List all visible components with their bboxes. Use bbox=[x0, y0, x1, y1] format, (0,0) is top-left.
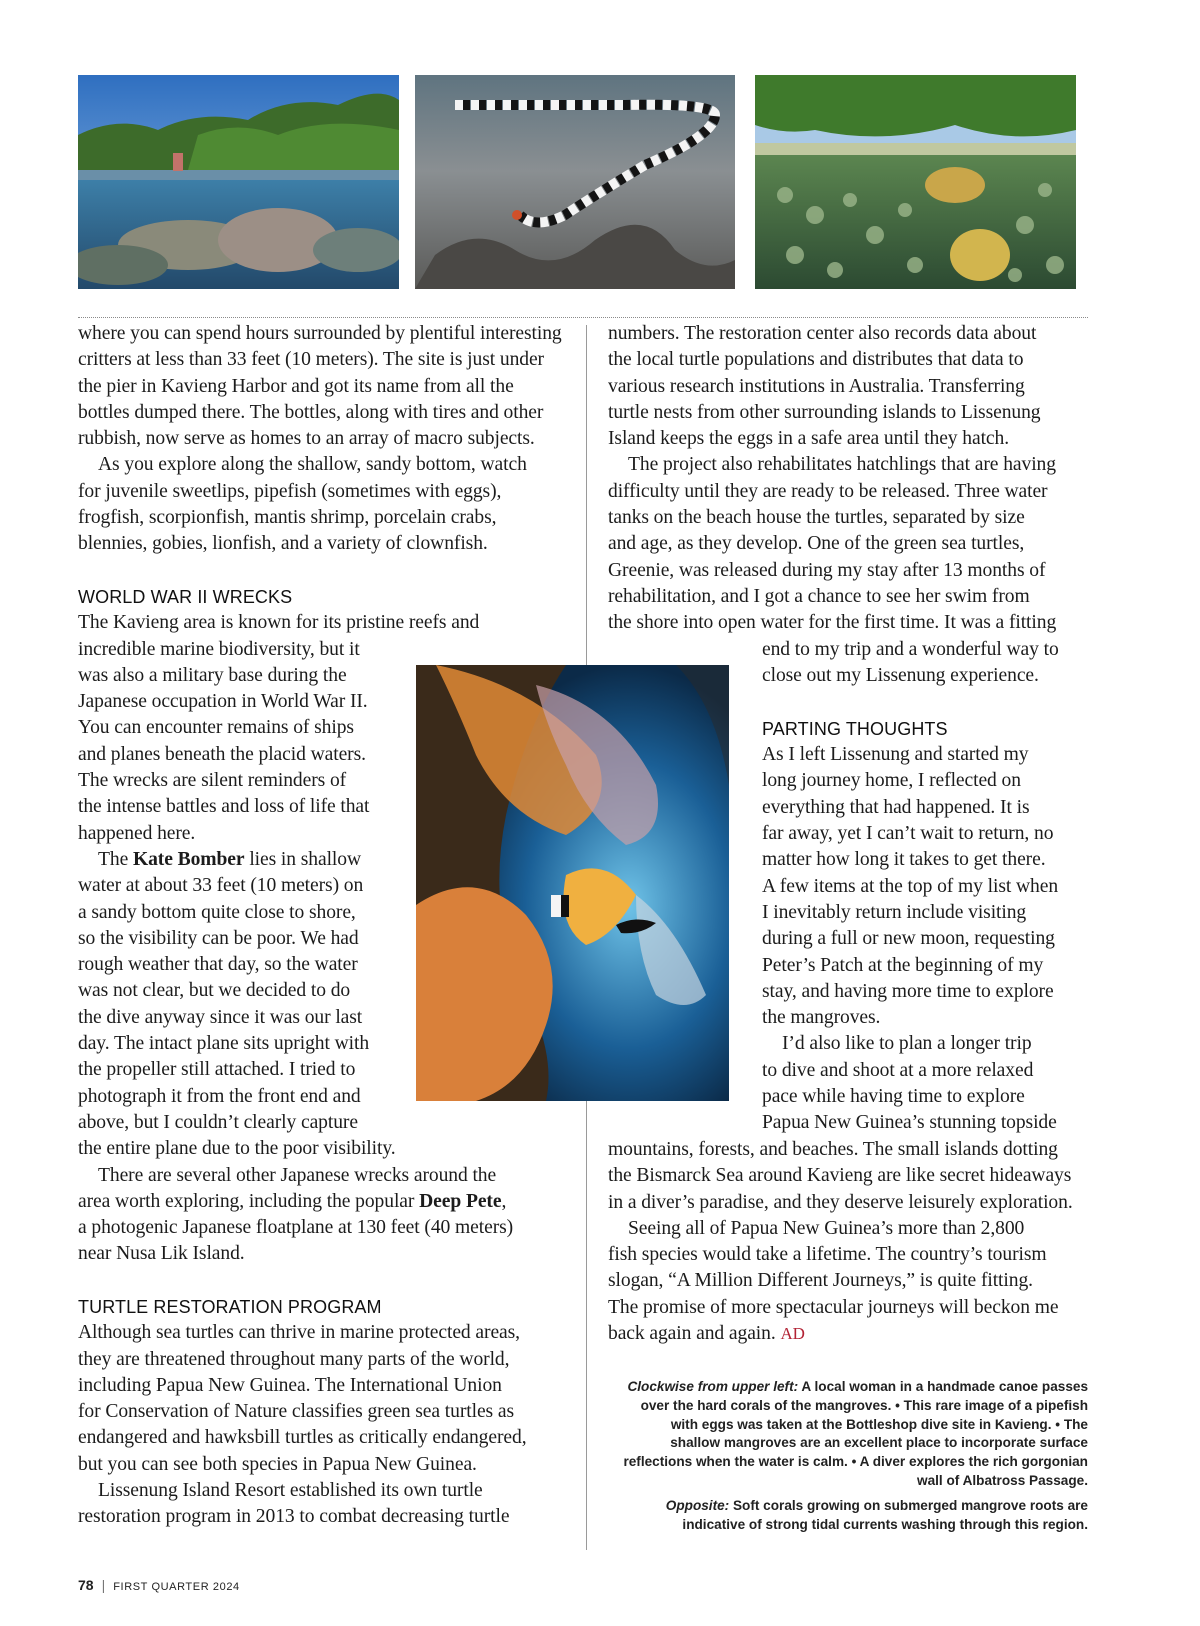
text-line: Greenie, was released during my stay after 13 months of bbox=[608, 559, 1046, 581]
text-line: The wrecks are silent reminders of bbox=[78, 770, 347, 792]
issue-label: FIRST QUARTER 2024 bbox=[113, 1581, 240, 1593]
kate-bomber-name: Kate Bomber bbox=[132, 848, 245, 870]
heading-parting-thoughts: PARTING THOUGHTS bbox=[762, 718, 948, 739]
text-line: including Papua New Guinea. The International Union bbox=[78, 1374, 502, 1396]
text-line: There are several other Japanese wrecks around the bbox=[98, 1164, 497, 1186]
text-line: I’d also like to plan a longer trip bbox=[782, 1033, 1032, 1055]
text-line: The Kate Bomber lies in shallow bbox=[98, 848, 362, 870]
text-line: above, but I couldn’t clearly capture bbox=[78, 1111, 358, 1133]
left-column bbox=[78, 321, 578, 1531]
text-line: stay, and having more time to explore bbox=[762, 980, 1054, 1002]
text-line: the dive anyway since it was our last bbox=[78, 1006, 363, 1028]
text-line: where you can spend hours surrounded by plentiful interesting bbox=[78, 323, 562, 344]
text-line: turtle nests from other surrounding islands to Lissenung bbox=[608, 401, 1041, 423]
text-line: everything that had happened. It is bbox=[762, 796, 1030, 818]
text-line: in a diver’s paradise, and they deserve leisurely exploration. bbox=[608, 1191, 1073, 1213]
text-line: far away, yet I can’t wait to return, no bbox=[762, 823, 1054, 845]
paragraph-kate-bomber bbox=[78, 847, 578, 1163]
paragraph-longer-trip bbox=[762, 1031, 1092, 1136]
paragraph-sea-turtles bbox=[78, 1320, 578, 1478]
text-line: the propeller still attached. I tried to bbox=[78, 1059, 356, 1081]
page-number: 78 bbox=[78, 1577, 94, 1593]
text-line: and age, as they develop. One of the green sea turtles, bbox=[608, 533, 1025, 555]
paragraph-deep-pete bbox=[78, 1163, 578, 1268]
text-line: back again and again. AD bbox=[608, 1323, 805, 1345]
text-line: bottles dumped there. The bottles, along with tires and other bbox=[78, 401, 544, 423]
text-line: area worth exploring, including the popular Deep Pete, bbox=[78, 1190, 507, 1212]
text-line: during a full or new moon, requesting bbox=[762, 928, 1055, 950]
text-line: difficulty until they are ready to be released. Three water bbox=[608, 480, 1048, 502]
text-line: rough weather that day, so the water bbox=[78, 954, 358, 976]
footer-separator: | bbox=[101, 1577, 106, 1593]
text-line: for juvenile sweetlips, pipefish (sometimes with eggs), bbox=[78, 480, 502, 502]
text-line: incredible marine biodiversity, but it bbox=[78, 638, 360, 660]
heading-turtle-restoration: TURTLE RESTORATION PROGRAM bbox=[78, 1296, 382, 1317]
text-line: Japanese occupation in World War II. bbox=[78, 691, 368, 713]
text-line: various research institutions in Australia. Transferring bbox=[608, 375, 1025, 397]
text-line: the shore into open water for the first time. It was a fitting bbox=[608, 612, 1057, 634]
text-line: water at about 33 feet (10 meters) on bbox=[78, 875, 364, 897]
text-line: photograph it from the front end and bbox=[78, 1085, 361, 1107]
text-line: the local turtle populations and distributes that data to bbox=[608, 349, 1024, 371]
text-line: mountains, forests, and beaches. The small islands dotting bbox=[608, 1139, 1058, 1160]
caption-clockwise bbox=[618, 1378, 1088, 1491]
paragraph-turtle-data bbox=[608, 321, 1088, 452]
paragraph-parting bbox=[762, 742, 1092, 1031]
text-line: was also a military base during the bbox=[78, 664, 347, 686]
text-line: the intense battles and loss of life that bbox=[78, 796, 370, 818]
text-line: Seeing all of Papua New Guinea’s more than 2,800 bbox=[628, 1217, 1025, 1239]
text-line: was not clear, but we decided to do bbox=[78, 980, 351, 1002]
text-line: day. The intact plane sits upright with bbox=[78, 1033, 370, 1055]
text-line: for Conservation of Nature classifies green sea turtles as bbox=[78, 1401, 514, 1423]
photo-pipefish bbox=[415, 75, 735, 289]
text-line: happened here. bbox=[78, 822, 196, 844]
text-line: close out my Lissenung experience. bbox=[762, 665, 1039, 687]
text-line: The project also rehabilitates hatchlings that are having bbox=[628, 454, 1056, 476]
text-line: near Nusa Lik Island. bbox=[78, 1243, 245, 1265]
text-line: fish species would take a lifetime. The country’s tourism bbox=[608, 1244, 1047, 1266]
caption-lead: Clockwise from upper left: bbox=[627, 1379, 799, 1394]
text-line: they are threatened throughout many parts of the world, bbox=[78, 1348, 510, 1370]
paragraph-hatchlings-end bbox=[762, 637, 1092, 690]
text-line: rubbish, now serve as homes to an array of macro subjects. bbox=[78, 428, 535, 450]
text-line: Papua New Guinea’s stunning topside bbox=[762, 1112, 1057, 1134]
photo-mangrove-split bbox=[755, 75, 1076, 289]
text-line: to dive and shoot at a more relaxed bbox=[762, 1059, 1034, 1081]
right-column-bottom bbox=[608, 1137, 1098, 1347]
text-line: You can encounter remains of ships bbox=[78, 717, 354, 739]
text-line: end to my trip and a wonderful way to bbox=[762, 639, 1059, 660]
deep-pete-name: Deep Pete bbox=[419, 1190, 502, 1212]
end-mark: AD bbox=[780, 1324, 805, 1344]
paragraph-bottleshop bbox=[78, 321, 578, 452]
text-line: frogfish, scorpionfish, mantis shrimp, porcelain crabs, bbox=[78, 507, 497, 529]
paragraph-hatchlings bbox=[608, 452, 1088, 636]
text-line: the Bismarck Sea around Kavieng are like secret hideaways bbox=[608, 1165, 1072, 1187]
text-line: slogan, “A Million Different Journeys,” is quite fitting. bbox=[608, 1270, 1033, 1292]
text-line: and planes beneath the placid waters. bbox=[78, 743, 366, 765]
right-column-narrow bbox=[762, 637, 1092, 1137]
paragraph-lissenung-program bbox=[78, 1478, 578, 1531]
text-line: blennies, gobies, lionfish, and a variety of clownfish. bbox=[78, 533, 488, 555]
text-line: the mangroves. bbox=[762, 1007, 881, 1029]
caption-body: A local woman in a handmade canoe passes over the hard corals of the mangroves. • This rare image of a pipefish with eggs was taken at the Bottleshop dive site in Kavieng. • The shallow mangroves are an excellent place to incorporate surface reflections when the water is calm. • A diver explores the rich gorgonian wall of Albatross Passage. bbox=[623, 1379, 1088, 1488]
text-line: a photogenic Japanese floatplane at 130 feet (40 meters) bbox=[78, 1217, 514, 1239]
caption-body: Soft corals growing on submerged mangrove roots are indicative of strong tidal currents washing through this region. bbox=[682, 1498, 1088, 1532]
text-line: Island keeps the eggs in a safe area until they hatch. bbox=[608, 428, 1010, 450]
text-line: numbers. The restoration center also records data about bbox=[608, 323, 1037, 344]
text-line: The promise of more spectacular journeys will beckon me bbox=[608, 1296, 1059, 1318]
text-line: critters at less than 33 feet (10 meters). The site is just under bbox=[78, 349, 544, 371]
heading-wwii-wrecks: WORLD WAR II WRECKS bbox=[78, 586, 293, 607]
paragraph-critters bbox=[78, 452, 578, 557]
photo-canoe-reef bbox=[78, 75, 399, 289]
text-line: endangered and hawksbill turtles as critically endangered, bbox=[78, 1427, 527, 1449]
text-line: The Kavieng area is known for its pristine reefs and bbox=[78, 612, 480, 634]
caption-opposite bbox=[618, 1497, 1088, 1535]
text-line: As you explore along the shallow, sandy bottom, watch bbox=[98, 454, 527, 476]
text-line: matter how long it takes to get there. bbox=[762, 849, 1046, 871]
text-line: As I left Lissenung and started my bbox=[762, 744, 1029, 766]
section-divider bbox=[78, 317, 1088, 318]
text-line: long journey home, I reflected on bbox=[762, 770, 1021, 792]
text-line: I inevitably return include visiting bbox=[762, 901, 1027, 923]
page-footer bbox=[78, 1577, 240, 1593]
text-line: A few items at the top of my list when bbox=[762, 875, 1059, 897]
text-line: the pier in Kavieng Harbor and got its name from all the bbox=[78, 375, 514, 397]
text-line: but you can see both species in Papua New Guinea. bbox=[78, 1453, 477, 1475]
text-line: so the visibility can be poor. We had bbox=[78, 927, 359, 949]
text-line: restoration program in 2013 to combat decreasing turtle bbox=[78, 1506, 510, 1528]
right-column-top bbox=[608, 321, 1088, 637]
text-line: Although sea turtles can thrive in marine protected areas, bbox=[78, 1322, 520, 1344]
text-line: rehabilitation, and I got a chance to see her swim from bbox=[608, 585, 1030, 607]
text-line: pace while having time to explore bbox=[762, 1086, 1025, 1108]
text-line: a sandy bottom quite close to shore, bbox=[78, 901, 356, 923]
text-line: tanks on the beach house the turtles, separated by size bbox=[608, 507, 1025, 529]
text-line: the entire plane due to the poor visibility. bbox=[78, 1138, 396, 1160]
paragraph-longer-trip-cont bbox=[608, 1137, 1098, 1216]
text-line: Peter’s Patch at the beginning of my bbox=[762, 954, 1044, 976]
paragraph-wrecks-intro bbox=[78, 610, 578, 847]
text-line: Lissenung Island Resort established its own turtle bbox=[98, 1480, 483, 1502]
paragraph-closing bbox=[608, 1216, 1098, 1347]
caption-lead: Opposite: bbox=[665, 1498, 730, 1513]
